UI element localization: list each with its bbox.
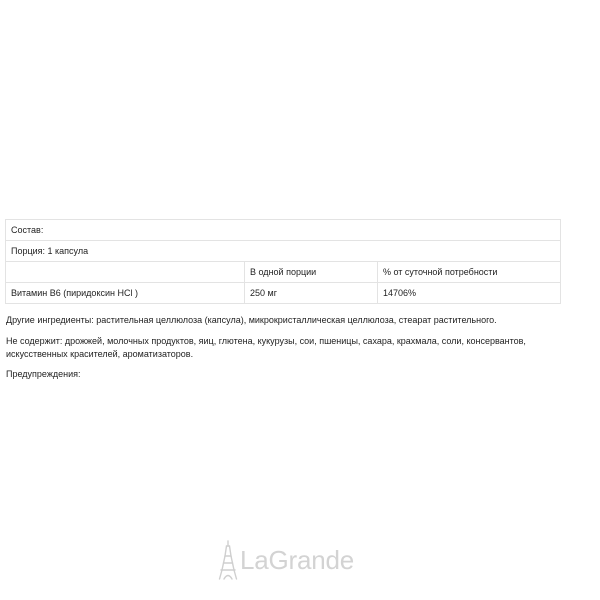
other-ingredients: Другие ингредиенты: растительная целлюлоза (капсула), микрокристаллическая целлюлоза, стеарат растительного. — [6, 315, 497, 325]
eiffel-tower-icon — [218, 540, 238, 580]
table-header-row — [6, 262, 561, 283]
header-per-serving: В одной порции — [245, 262, 378, 283]
header-blank-cell — [6, 262, 245, 283]
warnings-label: Предупреждения: — [6, 369, 81, 379]
table-row — [6, 283, 561, 304]
lagrande-watermark — [218, 540, 354, 580]
free-from-list: Не содержит: дрожжей, молочных продуктов, яиц, глютена, кукурузы, сои, пшеницы, сахара, крахмала, соли, консервантов, искусственных красителей, ароматизаторов. — [6, 336, 526, 359]
nutrient-amount: 250 мг — [245, 283, 378, 304]
header-daily-value: % от суточной потребности — [378, 262, 561, 283]
supplement-facts-table — [5, 219, 561, 304]
composition-title: Состав: — [6, 220, 561, 241]
watermark-brand: LaGrande — [240, 544, 355, 575]
nutrient-name: Витамин B6 (пиридоксин HCl ) — [6, 283, 245, 304]
table-row-title — [6, 220, 561, 241]
serving-size: Порция: 1 капсула — [6, 241, 561, 262]
nutrient-daily-value: 14706% — [378, 283, 561, 304]
table-row-serving — [6, 241, 561, 262]
